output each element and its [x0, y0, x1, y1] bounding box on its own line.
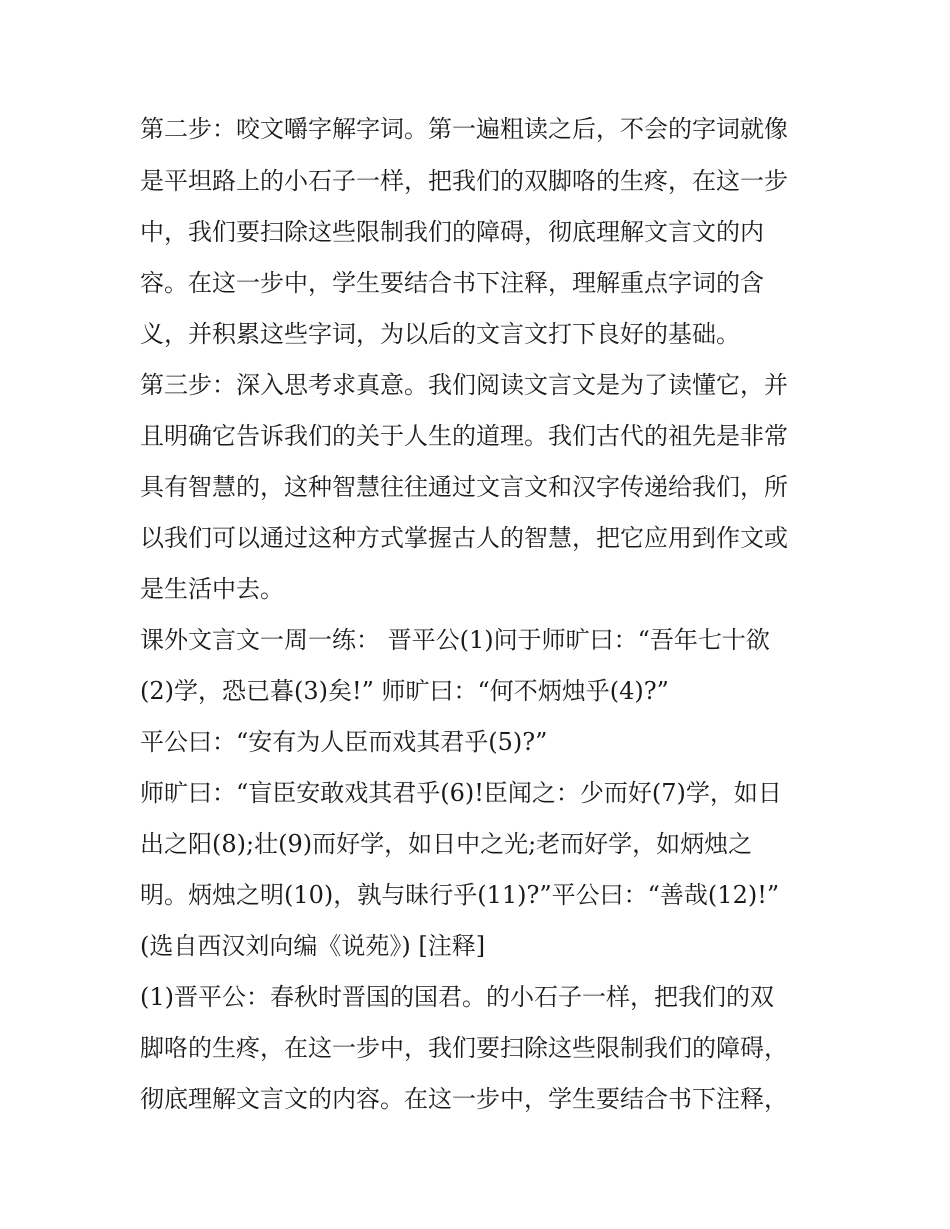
text-line: (2)学，恐已暮(3)矣!” 师旷曰：“何不炳烛乎(4)?” [140, 677, 669, 705]
text-line: 脚咯的生疼，在这一步中，我们要扫除这些限制我们的障碍， [140, 1034, 788, 1062]
text-line: (选自西汉刘向编《说苑》) [注释] [140, 932, 486, 960]
text-line: 具有智慧的，这种智慧往往通过文言文和汉字传递给我们，所 [140, 473, 788, 501]
text-line: 师旷曰：“盲臣安敢戏其君乎(6)!臣闻之：少而好(7)学，如日 [140, 779, 782, 807]
text-line: 第二步：咬文嚼字解字词。第一遍粗读之后，不会的字词就像 [140, 115, 788, 143]
text-line: 明。炳烛之明(10)，孰与昧行乎(11)?”平公曰：“善哉(12)!” [140, 881, 780, 909]
text-line: 是平坦路上的小石子一样，把我们的双脚咯的生疼，在这一步 [140, 167, 788, 195]
text-line: 以我们可以通过这种方式掌握古人的智慧，把它应用到作文或 [140, 524, 788, 552]
text-line: 课外文言文一周一练： 晋平公(1)问于师旷曰：“吾年七十欲 [140, 626, 770, 654]
text-line: 且明确它告诉我们的关于人生的道理。我们古代的祖先是非常 [140, 422, 788, 450]
text-line: 义，并积累这些字词，为以后的文言文打下良好的基础。 [140, 320, 740, 348]
text-line: 彻底理解文言文的内容。在这一步中，学生要结合书下注释， [140, 1085, 788, 1113]
text-line: 中，我们要扫除这些限制我们的障碍，彻底理解文言文的内 [140, 218, 764, 246]
text-line: 出之阳(8);壮(9)而好学，如日中之光;老而好学，如炳烛之 [140, 830, 753, 858]
text-line: 是生活中去。 [140, 575, 284, 603]
text-line: 第三步：深入思考求真意。我们阅读文言文是为了读懂它，并 [140, 371, 788, 399]
text-line: (1)晋平公：春秋时晋国的国君。的小石子一样，把我们的双 [140, 983, 774, 1011]
text-line: 平公曰：“安有为人臣而戏其君乎(5)?” [140, 728, 548, 756]
text-line: 容。在这一步中，学生要结合书下注释，理解重点字词的含 [140, 269, 764, 297]
